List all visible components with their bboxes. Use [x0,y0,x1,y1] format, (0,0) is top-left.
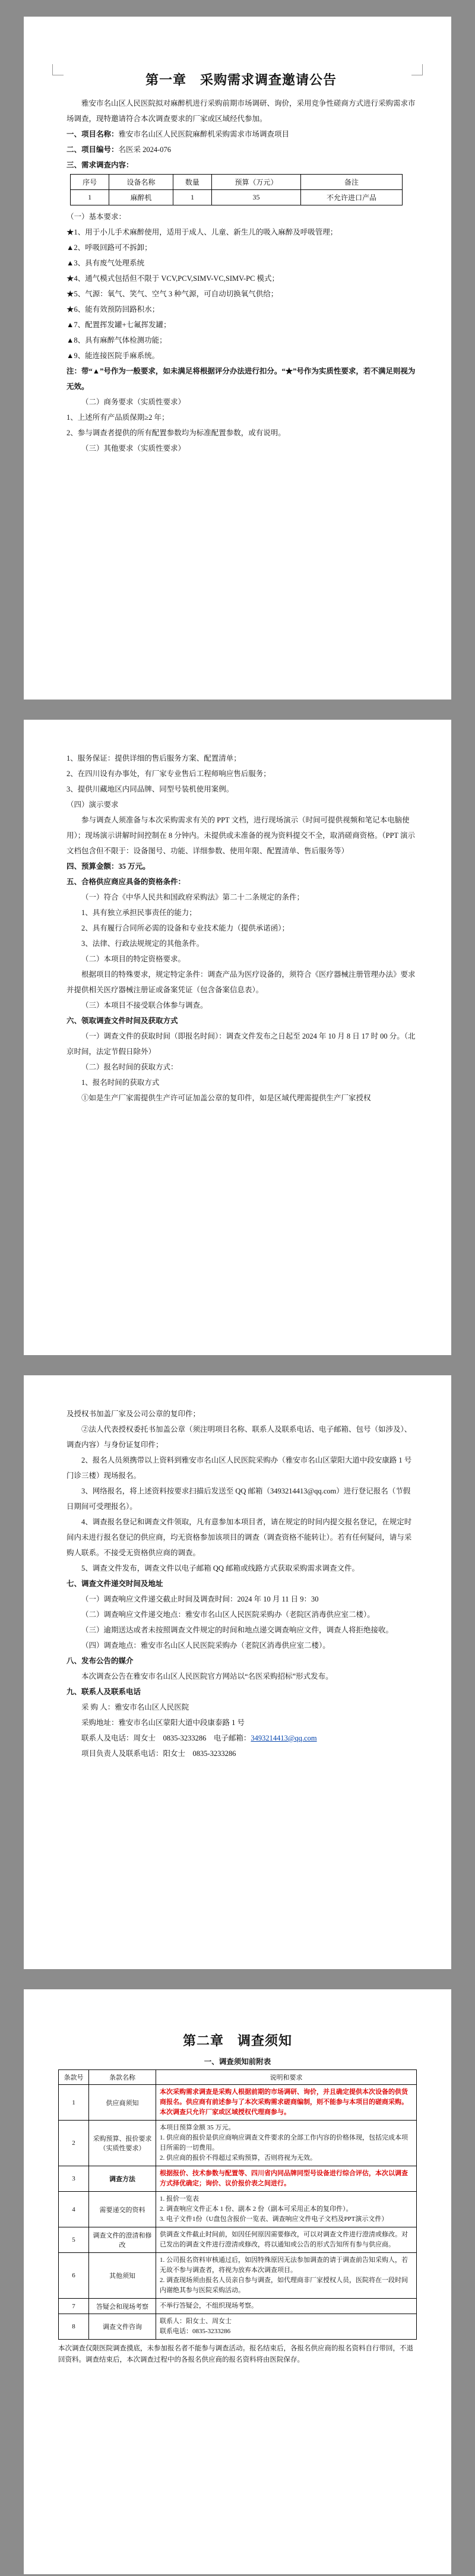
star-note: 注：带“▲”号作为一般要求，如未满足将根据评分办法进行扣分。“★”号作为实质性要求，若不满足则视为无效。 [66,367,416,391]
table-cell: 麻醉机 [109,190,173,205]
contact-line: 联系人及电话：周女士 0835-3233286 电子邮箱：3493214413@qq.com [81,1734,317,1742]
table-cell: 1 [173,190,211,205]
section-heading: 八、发布公告的媒介 [66,1657,134,1665]
budget-line: 四、预算金额：35 万元。 [66,862,150,871]
table-cell: 本项目预算金额 35 万元。 1. 供应商的报价是供应商响应调查文件要求的全部工作内容的价格体现，包括完成本项目所需的一切费用。 2. 供应商的报价不得超过采购预算，否则将视为无效。 [156,2121,417,2166]
qualification-line: （二）本项目的特定资格要求。 [81,955,186,963]
table-cell: 其他须知 [89,2253,156,2299]
table-cell: 6 [59,2253,89,2299]
table-cell: 2 [59,2121,89,2166]
table-cell: 答疑会和现场考察 [89,2299,156,2314]
table-header-row [59,2070,417,2085]
requirement-item: ★4、通气模式包括但不限于 VCV,PCV,SIMV-VC,SIMV-PC 模式； [66,274,280,283]
email-link[interactable]: 3493214413@qq.com [251,1734,317,1742]
table-cell: 1 [59,2085,89,2121]
chapter-title: 第一章 采购需求调查邀请公告 [145,72,337,87]
table-cell: 不举行答疑会，不组织现场考察。 [156,2299,417,2314]
survey-content-heading: 三、需求调查内容： [66,161,134,169]
table-row [59,2166,417,2192]
table-title: 一、调查须知前附表 [204,2058,271,2066]
business-req-heading: （二）商务要求（实质性要求） [81,398,186,406]
table-cell: 调查文件咨询 [89,2314,156,2340]
table-cell: 3 [59,2166,89,2192]
contact-line: 采购地址：雅安市名山区蒙阳大道中段康泰路 1 号 [81,1719,245,1727]
table-row [59,2121,417,2166]
body-line: （三）逾期送达或者未按照调查文件规定的时间和地点递交调查响应文件，调查人将拒绝接收。 [81,1626,394,1634]
table-cell: 4 [59,2192,89,2227]
service-line: 2、在四川设有办事处，有厂家专业售后工程师响应售后服务； [66,770,271,778]
table-header: 数量 [173,175,211,190]
table-cell: 供调查文件截止时间前，如因任何原因需要修改，可以对调查文件进行澄清或修改。对已发出的调查文件进行澄清或修改，将以通知或公告的形式告知所有参与供应商。 [156,2227,417,2253]
qualification-item: 3、法律、行政法规规定的其他条件。 [81,939,204,948]
table-row [59,2299,417,2314]
crop-mark [52,64,64,75]
body-line: ②法人代表授权委托书加盖公章（须注明项目名称、联系人及联系电话、电子邮箱、包号（如涉及）、调查内容）与身份证复印件； [66,1425,412,1449]
requirement-item: ▲3、具有废气处理系统 [66,259,145,267]
document-page-1 [24,17,451,700]
table-row [59,2314,417,2340]
table-header: 条款号 [59,2070,89,2085]
table-cell: 5 [59,2227,89,2253]
requirement-item: ★1、用于小儿手术麻醉使用，适用于成人、儿童、新生儿的吸入麻醉及呼吸管理； [66,228,338,236]
section-heading: 七、调查文件递交时间及地址 [66,1580,163,1588]
table-cell: 8 [59,2314,89,2340]
requirement-item: ▲2、呼吸回路可不拆卸； [66,243,152,252]
table-header: 设备名称 [109,175,173,190]
equipment-table [70,174,403,205]
table-cell: 不允许进口产品 [300,190,402,205]
table-header: 说明和要求 [156,2070,417,2085]
table-cell: 联系人：阳女士、周女士 联系电话：0835-3233286 [156,2314,417,2340]
table-cell: 7 [59,2299,89,2314]
qualification-line: （一）符合《中华人民共和国政府采购法》第二十二条规定的条件； [81,893,305,901]
demo-paragraph: 参与调查人须准备与本次采购需求有关的 PPT 文档，进行现场演示（时间可提供视频和笔记本电脑使用）；现场演示讲解时间控制在 8 分钟内。未提供或未准备的视为资料提交不全，取消磋商资格。（PPT 演示文档包含但不限于：设备图号、功能、详细参数、使用年限、配置清单、售后服务等） [66,816,415,855]
body-line: （二）调查响应文件递交地点：雅安市名山区人民医院采购办（老院区消毒供应室二楼）。 [81,1610,375,1619]
table-cell: 调查方法 [89,2166,156,2192]
qualification-line: （三）本项目不接受联合体参与调查。 [81,1001,208,1009]
table-header-row [71,175,403,190]
body-line: 本次调查公告在雅安市名山区人民医院官方网站以“名医采购招标”形式发布。 [81,1672,333,1681]
footer-note: 本次调查仅限医院调查摸底，未参加报名者不能参与调查活动。报名结束后，各报名供应商的报名资料自行带回，不退回资料。调查结束后，本次调查过程中的各报名供应商的报名资料将由医院保存。 [58,2345,413,2363]
other-req-heading: （三）其他要求（实质性要求） [81,444,186,452]
qualification-item: 1、具有独立承担民事责任的能力； [81,909,197,917]
service-line: 1、服务保证：提供详细的售后服务方案、配置清单； [66,754,241,762]
section-heading: 九、联系人及联系电话 [66,1688,141,1696]
body-line: 2、报名人员须携带以上资料到雅安市名山区人民医院采购办（雅安市名山区蒙阳大道中段安康路 1 号门诊三楼）现场报名。 [66,1456,412,1480]
body-line: （一）调查响应文件递交截止时间及调查时间：2024 年 10 月 11 日 9：30 [81,1595,319,1603]
requirement-item: ★5、气源：氧气、笑气、空气 3 种气源，可自动切换氧气供给； [66,290,278,298]
document-page-2 [24,720,451,1355]
body-line: 3、网络报名，将上述资料按要求扫描后发送至 QQ 邮箱（3493214413@qq.com）进行登记报名（节假日期间可受理报名）。 [66,1487,411,1511]
table-row [59,2227,417,2253]
table-cell: 1 [71,190,109,205]
table-cell: 1. 公司报名资料审核通过后，如因特殊原因无法参加调查的请于调查前告知采购人，若无故不参与调查者，将视为放弃本次调查项目。 2. 调查现场须由报名人员亲自参与调查，如代理商非厂家授权人员，医院将在一段时间内谢绝其参与医院采购活动。 [156,2253,417,2299]
project-number: 二、项目编号：名医采 2024-076 [66,145,172,154]
time-line: 1、报名时间的获取方式 [81,1078,160,1087]
contact-line: 采 购 人：雅安市名山区人民医院 [81,1703,189,1711]
table-cell: 调查文件的澄清和修改 [89,2227,156,2253]
requirement-item: ★6、能有效预防回路积水； [66,305,160,314]
table-cell: 本次采购需求调查是采购人根据前期的市场调研、询价，并且确定提供本次设备的供货商报名。供应商有前述参与了本次采购需求磋商编制，则不能参与本项目的磋商采购。本次调查只允许厂家或区域授权代理商参与。 [156,2085,417,2121]
chapter-title: 第二章 调查须知 [182,2033,292,2048]
table-cell: 供应商须知 [89,2085,156,2121]
time-heading: 六、领取调查文件时间及获取方式 [66,1017,178,1025]
table-row [59,2192,417,2227]
demo-heading: （四）演示要求 [66,800,119,809]
time-line: （一）调查文件的获取时间（即报名时间）：调查文件发布之日起至 2024 年 10 月 8 日 17 时 00 分。（北京时间，法定节假日除外） [66,1032,416,1056]
table-cell: 采购预算、报价要求（实质性要求） [89,2121,156,2166]
business-item: 1、上述所有产品质保期≥2 年； [66,413,169,422]
requirement-item: ▲9、能连接医院手麻系统。 [66,352,160,360]
intro-paragraph: 雅安市名山区人民医院拟对麻醉机进行采购前期市场调研、询价，采用竞争性磋商方式进行采购需求市场调查，现特邀请符合本次调查要求的厂家或区域经代参加。 [66,99,416,123]
document-page-4 [24,1989,451,2574]
business-item: 2、参与调查者提供的所有配置参数均为标准配置参数，或有说明。 [66,429,286,437]
body-line: 5、调查文件发布，调查文件以电子邮箱 QQ 邮箱或线路方式获取采购需求调查文件。 [81,1564,360,1572]
table-header: 备注 [300,175,402,190]
time-line: （二）报名时间的获取方式： [81,1063,178,1071]
table-header: 预算（万元） [212,175,301,190]
project-name: 一、项目名称：雅安市名山区人民医院麻醉机采购需求市场调查项目 [66,130,290,138]
body-line: （四）调查地点：雅安市名山区人民医院采购办（老院区消毒供应室二楼）。 [81,1641,330,1650]
qualification-heading: 五、合格供应商应具备的资格条件： [66,878,186,886]
body-line: 及授权书加盖厂家及公司公章的复印件； [66,1410,201,1418]
qualification-paragraph: 根据项目的特殊要求，规定特定条件：调查产品为医疗设备的，须符合《医疗器械注册管理办法》要求并提供相关医疗器械注册证或备案凭证（包含备案信息表）。 [66,970,416,994]
basic-req-heading: （一）基本要求： [66,213,126,221]
contact-line: 项目负责人及联系电话：阳女士 0835-3233286 [81,1749,236,1758]
qualification-item: 2、具有履行合同所必需的设备和专业技术能力（提供承诺函）； [81,924,290,932]
document-page-3 [24,1375,451,1969]
table-cell: 1. 报价一览表 2. 调查响应文件正本 1 份、副本 2 份（副本可采用正本的复印件）。 3. 电子文件1份（U盘包含报价一览表、调查响应文件电子文档及PPT演示文件） [156,2192,417,2227]
time-line: ①如是生产厂家需提供生产许可证加盖公章的复印件，如是区域代理需提供生产厂家授权 [81,1094,371,1102]
requirement-item: ▲8、具有麻醉气体检测功能； [66,336,167,344]
table-row [71,190,403,205]
instructions-table [58,2069,417,2340]
requirement-item: ▲7、配置挥发罐+七氟挥发罐； [66,321,171,329]
table-header: 序号 [71,175,109,190]
table-row [59,2085,417,2121]
table-header: 条款名称 [89,2070,156,2085]
table-cell: 根据报价、技术参数与配置等、四川省内同品牌同型号设备进行综合评估，本次以调查方式择优确定；询价、议价报价表之间进行。 [156,2166,417,2192]
table-cell: 35 [212,190,301,205]
service-line: 3、提供川藏地区内同品牌、同型号装机使用案例。 [66,785,234,793]
table-row [59,2253,417,2299]
body-line: 4、调查报名登记和调查文件领取，凡有意参加本项目者，请在规定的时间内提交报名登记，在规定时间内未进行报名登记的供应商，均无资格参加该项目的调查（调查资格不能转让）。若有任何疑问，请与采购人联系。不接受无资格供应商的调查。 [66,1518,412,1557]
table-cell: 需要递交的资料 [89,2192,156,2227]
